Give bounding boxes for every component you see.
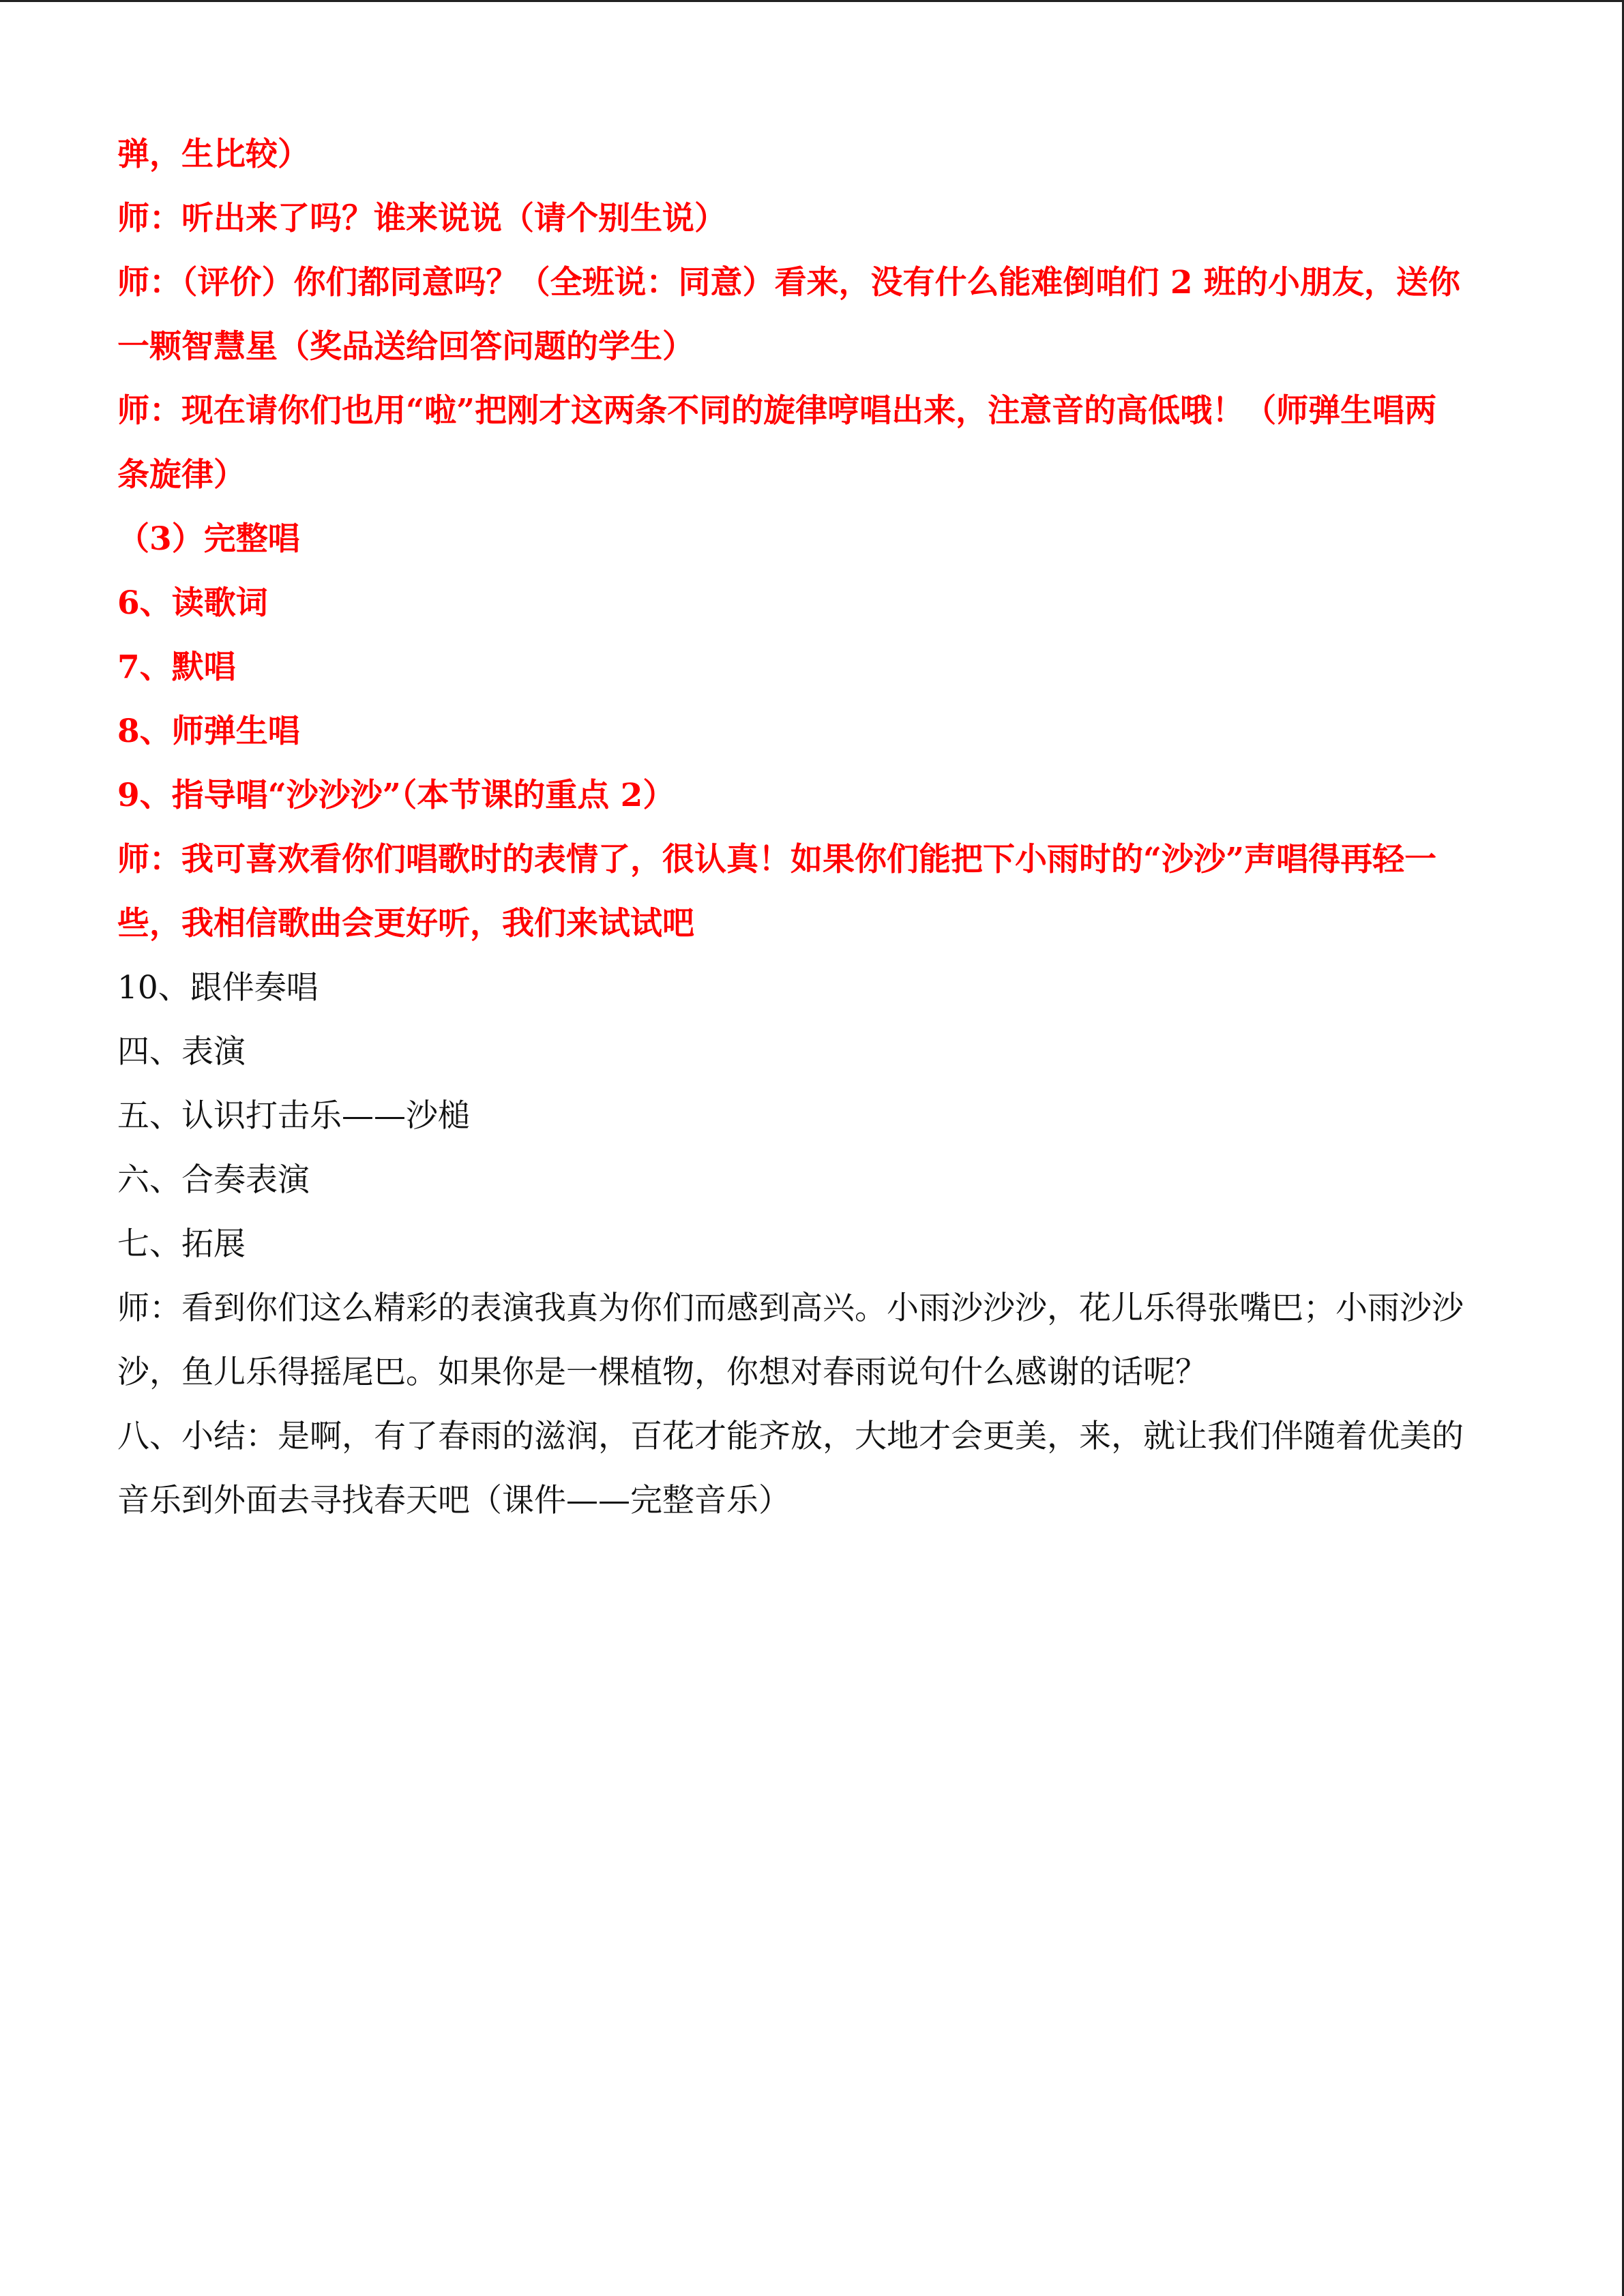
section-heading: 7、默唱 xyxy=(117,648,236,686)
section-heading: 6、读歌词 xyxy=(117,584,268,622)
section-heading: 9、指导唱“沙沙沙”（本节课的重点 2） xyxy=(117,777,675,814)
section-heading: 10、跟伴奏唱 xyxy=(117,969,319,1007)
section-heading: 七、拓展 xyxy=(117,1225,246,1263)
text-line: 弹，生比较） xyxy=(117,136,310,173)
section-heading: （3）完整唱 xyxy=(117,520,300,558)
section-heading: 8、师弹生唱 xyxy=(117,713,300,750)
text-line: 条旋律） xyxy=(117,456,246,494)
text-line: 音乐到外面去寻找春天吧（课件——完整音乐） xyxy=(117,1482,791,1519)
text-line: 一颗智慧星（奖品送给回答问题的学生） xyxy=(117,328,694,366)
text-line: 师：听出来了吗？谁来说说（请个别生说） xyxy=(117,200,726,237)
text-line: 师：我可喜欢看你们唱歌时的表情了，很认真！如果你们能把下小雨时的“沙沙”声唱得再轻一 xyxy=(117,841,1437,878)
section-heading: 六、合奏表演 xyxy=(117,1161,310,1199)
document-body xyxy=(117,123,1495,1533)
text-line: 八、小结：是啊，有了春雨的滋润，百花才能齐放，大地才会更美，来，就让我们伴随着优美的 xyxy=(117,1418,1464,1455)
text-line: 些，我相信歌曲会更好听，我们来试试吧 xyxy=(117,905,694,942)
section-heading: 四、表演 xyxy=(117,1033,246,1071)
section-heading: 五、认识打击乐——沙槌 xyxy=(117,1097,470,1135)
text-line: 沙，鱼儿乐得摇尾巴。如果你是一棵植物，你想对春雨说句什么感谢的话呢？ xyxy=(117,1354,1207,1391)
text-line: 师：看到你们这么精彩的表演我真为你们而感到高兴。小雨沙沙沙，花儿乐得张嘴巴；小雨沙沙 xyxy=(117,1289,1464,1327)
text-line: 师：（评价）你们都同意吗？（全班说：同意）看来，没有什么能难倒咱们 2 班的小朋友，送你 xyxy=(117,264,1460,301)
text-line: 师：现在请你们也用“啦”把刚才这两条不同的旋律哼唱出来，注意音的高低哦！（师弹生唱两 xyxy=(117,392,1437,430)
